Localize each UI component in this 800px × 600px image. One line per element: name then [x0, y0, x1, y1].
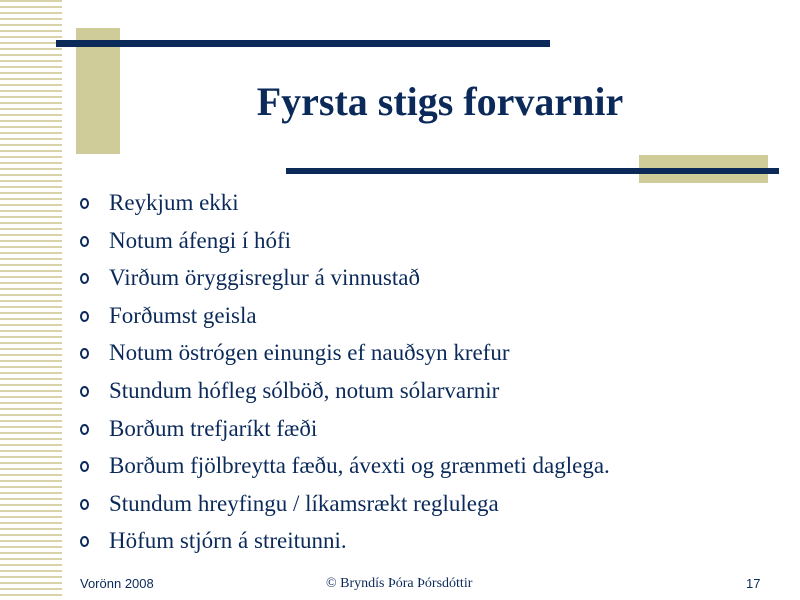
bullet-circle-icon — [80, 461, 89, 472]
bullet-circle-icon — [80, 273, 89, 284]
title-rule-top — [56, 40, 550, 47]
footer-page-number: 17 — [746, 576, 761, 591]
bullet-text: Reykjum ekki — [109, 190, 239, 215]
bullet-item — [80, 261, 610, 299]
bullet-item — [80, 412, 610, 450]
bullet-item — [80, 186, 610, 224]
bullet-item — [80, 336, 610, 374]
bullet-text: Borðum trefjaríkt fæði — [109, 415, 318, 441]
bullet-circle-icon — [80, 348, 89, 359]
bullet-text: Borðum fjölbreytta fæðu, ávexti og grænmeti daglega. — [109, 453, 610, 479]
bullet-text: Stundum hreyfingu / líkamsrækt reglulega — [109, 490, 499, 516]
bullet-list — [80, 186, 610, 562]
bullet-circle-icon — [80, 386, 89, 397]
bullet-text: Notum áfengi í hófi — [109, 227, 292, 253]
bullet-circle-icon — [80, 424, 89, 435]
bullet-item — [80, 449, 610, 487]
decorative-stripes — [0, 0, 62, 600]
footer-term: Vorönn 2008 — [80, 576, 154, 591]
bullet-circle-icon — [80, 236, 89, 247]
bullet-item — [80, 374, 610, 412]
bullet-circle-icon — [80, 499, 89, 510]
bullet-text: Notum östrógen einungis ef nauðsyn krefur — [109, 340, 510, 366]
bullet-circle-icon — [80, 536, 89, 547]
bullet-text: Forðumst geisla — [109, 302, 257, 328]
bullet-text: Virðum öryggisreglur á vinnustað — [109, 265, 420, 291]
bullet-text: Höfum stjórn á streitunni. — [109, 528, 347, 554]
bullet-item — [80, 524, 610, 562]
bullet-text: Stundum hófleg sólböð, notum sólarvarnir — [109, 377, 500, 403]
bullet-circle-icon — [80, 311, 89, 322]
bullet-item — [80, 224, 610, 262]
title-rule-bottom — [286, 168, 779, 174]
bullet-circle-icon — [80, 198, 89, 209]
bullet-item — [80, 299, 610, 337]
slide-title: Fyrsta stigs forvarnir — [256, 79, 624, 124]
footer-author: © Bryndís Þóra Þórsdóttir — [326, 576, 473, 591]
bullet-item — [80, 487, 610, 525]
